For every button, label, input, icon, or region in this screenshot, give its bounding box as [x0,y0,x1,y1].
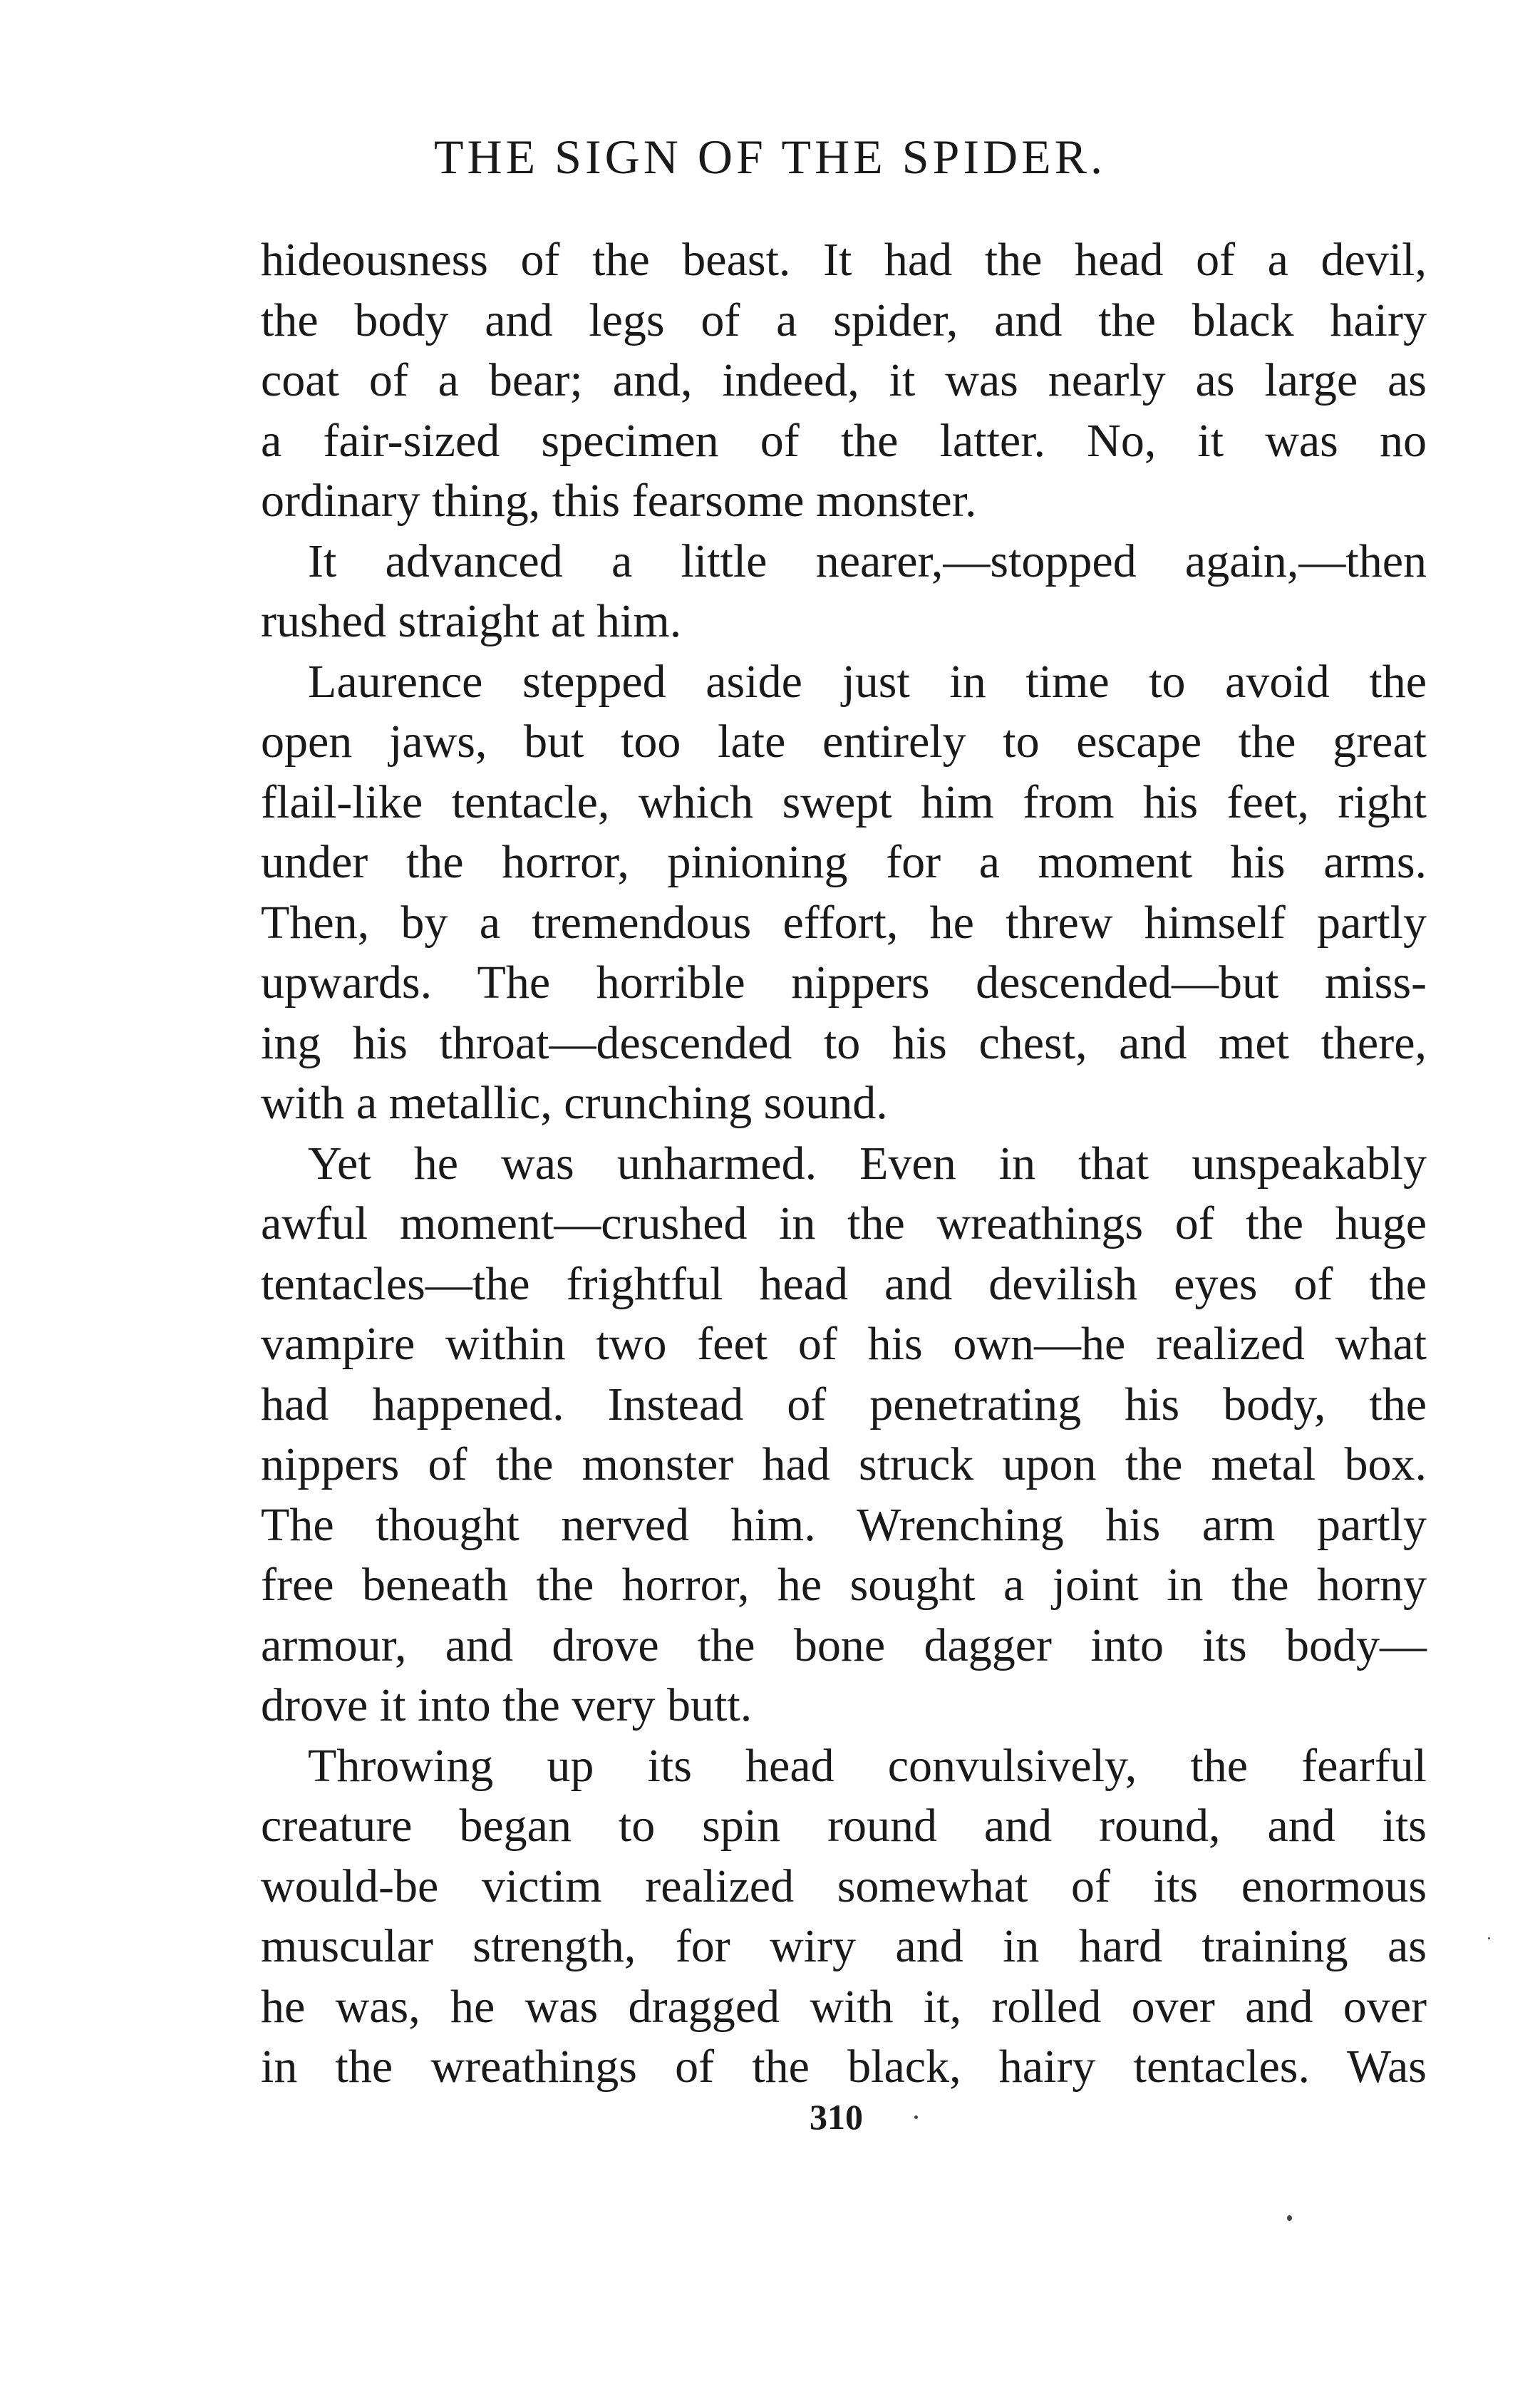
text-line: tentacles—the frightful head and devilish eyes of the [261,1257,1427,1310]
running-head: THE SIGN OF THE SPIDER. [433,130,1107,184]
body-text [261,230,1427,2098]
text-line: a fair-sized specimen of the latter. No, it was no [261,414,1427,467]
text-line: the body and legs of a spider, and the black hairy [261,294,1427,346]
text-line: Then, by a tremendous effort, he threw himself partly [261,896,1427,949]
text-line: creature began to spin round and round, and its [261,1800,1427,1852]
text-line: would-be victim realized somewhat of its enormous [261,1860,1427,1912]
text-line: drove it into the very butt. [261,1679,753,1731]
text-line: free beneath the horror, he sought a joint in the horny [261,1559,1427,1611]
text-line: open jaws, but too late entirely to escape the great [261,716,1427,768]
paragraph [261,230,1427,532]
text-line: coat of a bear; and, indeed, it was nearly as large as [261,354,1427,406]
text-line: Laurence stepped aside just in time to avoid the [308,655,1427,708]
text-line: Throwing up its head convulsively, the fearful [308,1739,1427,1792]
ink-speck [1488,1937,1490,1939]
text-line: ing his throat—descended to his chest, and met there, [261,1016,1427,1069]
paragraph [261,1736,1427,2098]
text-line: armour, and drove the bone dagger into its body— [261,1619,1427,1671]
text-line: with a metallic, crunching sound. [261,1077,888,1129]
ink-speck [1287,2215,1292,2221]
text-line: upwards. The horrible nippers descended—but miss- [261,957,1427,1009]
text-line: nippers of the monster had struck upon the metal box. [261,1438,1427,1490]
text-line: under the horror, pinioning for a moment his arms. [261,836,1427,888]
text-line: awful moment—crushed in the wreathings of the huge [261,1197,1427,1249]
text-line: hideousness of the beast. It had the head of a devil, [261,234,1427,286]
text-line: in the wreathings of the black, hairy tentacles. Was [261,2041,1427,2093]
ink-speck [914,2115,918,2119]
text-line: ordinary thing, this fearsome monster. [261,475,977,527]
text-line: It advanced a little nearer,—stopped again,—then [308,535,1427,587]
text-line: Yet he was unharmed. Even in that unspeakably [308,1137,1427,1190]
text-line: muscular strength, for wiry and in hard training as [261,1920,1427,1972]
text-line: rushed straight at him. [261,595,682,647]
page-number: 310 [810,2097,863,2137]
text-line: had happened. Instead of penetrating his body, the [261,1378,1427,1430]
text-line: he was, he was dragged with it, rolled over and over [261,1980,1427,2033]
text-line: vampire within two feet of his own—he realized what [261,1318,1427,1370]
paragraph [261,532,1427,652]
paragraph [261,1134,1427,1736]
text-line: flail-like tentacle, which swept him from his feet, right [261,775,1427,828]
text-line: The thought nerved him. Wrenching his arm partly [261,1498,1427,1551]
paragraph [261,652,1427,1134]
